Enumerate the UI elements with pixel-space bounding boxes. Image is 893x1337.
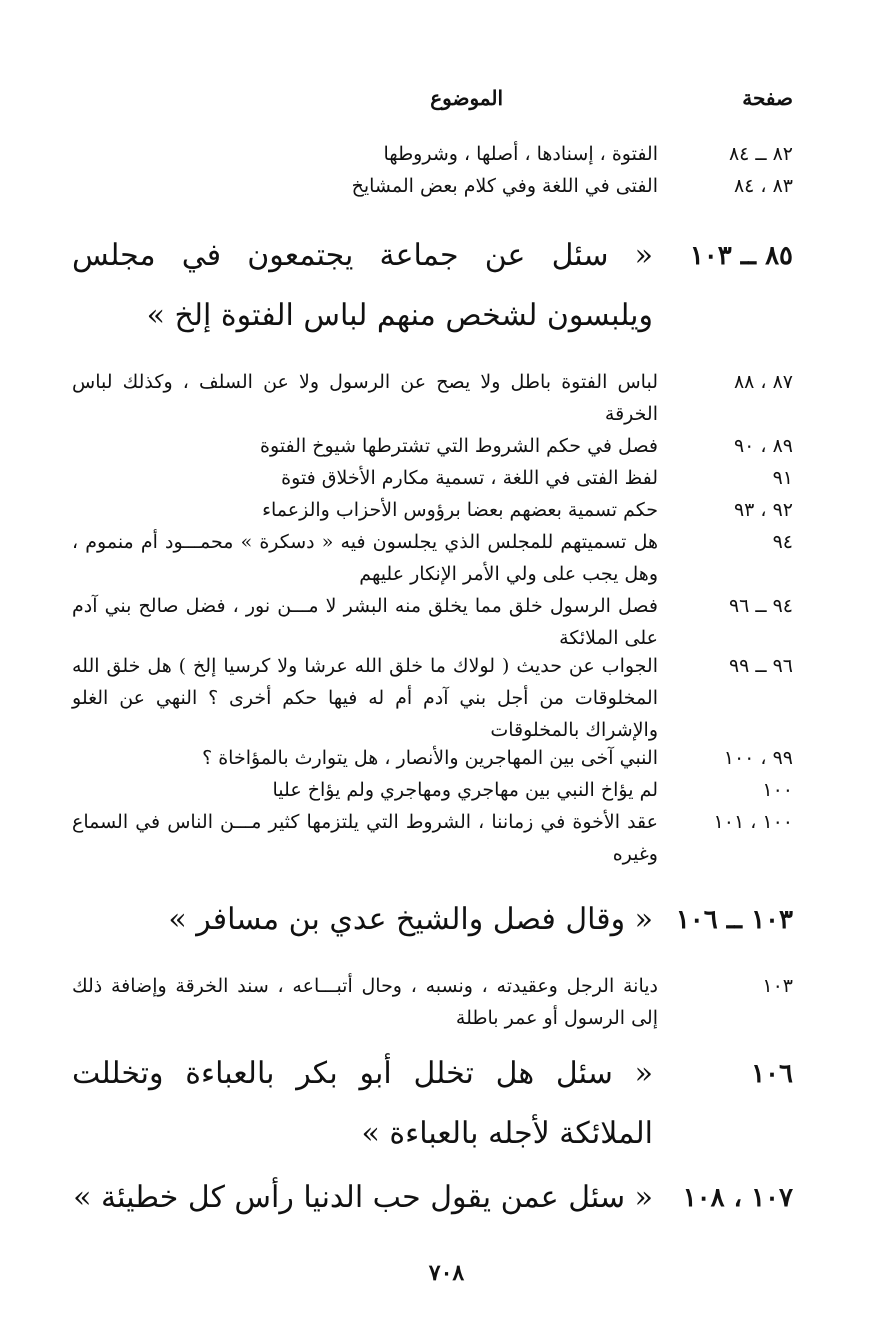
index-entry [72, 462, 793, 494]
entry-pages: ١٠٠ ، ١٠١ [713, 811, 793, 833]
entry-pages: ٩١ [772, 467, 793, 489]
entry-text: هل تسميتهم للمجلس الذي يجلسون فيه « دسكرة » محمـــود أم منموم ، وهل يجب على ولي الأمر الإنكار عليهم [72, 531, 658, 585]
entry-pages: ٨٩ ، ٩٠ [733, 435, 793, 457]
index-entry [72, 366, 793, 430]
index-entry [72, 138, 793, 170]
entry-pages: ٨٢ ــ ٨٤ [728, 143, 793, 165]
entry-text: لم يؤاخ النبي بين مهاجري ومهاجري ولم يؤاخ عليا [272, 779, 658, 801]
index-entry [72, 774, 793, 806]
index-entry-heading [72, 226, 793, 346]
page-column-header: صفحة [742, 86, 793, 110]
topic-column-header: الموضوع [430, 86, 503, 110]
entry-text: الفتوة ، إسنادها ، أصلها ، وشروطها [383, 143, 658, 165]
index-entry [72, 970, 793, 1034]
entry-text: حكم تسمية بعضهم بعضا برؤوس الأحزاب والزعماء [262, 499, 658, 521]
entry-pages: ١٠٣ [762, 975, 793, 997]
entry-text: « سئل هل تخلل أبو بكر بالعباءة وتخللت الملائكة لأجله بالعباءة » [72, 1056, 653, 1151]
entry-text: الجواب عن حديث ( لولاك ما خلق الله عرشا ولا كرسيا إلخ ) هل خلق الله المخلوقات من أجل بني آدم أم له فيها حكم أخرى ؟ النهي عن الغلو والإشراك بالمخلوقات [72, 655, 658, 741]
index-entry [72, 590, 793, 654]
entry-text: « سئل عمن يقول حب الدنيا رأس كل خطيئة » [73, 1180, 653, 1215]
index-entry [72, 494, 793, 526]
entry-pages: ٩٢ ، ٩٣ [733, 499, 793, 521]
entry-text: النبي آخى بين المهاجرين والأنصار ، هل يتوارث بالمؤاخاة ؟ [202, 747, 658, 769]
entry-text: « سئل عن جماعة يجتمعون في مجلس ويلبسون لشخص منهم لباس الفتوة إلخ » [72, 238, 653, 333]
page-number: ٧٠٨ [428, 1260, 465, 1286]
entry-pages: ٨٧ ، ٨٨ [733, 371, 793, 393]
entry-text: ديانة الرجل وعقيدته ، ونسبه ، وحال أتبـــاعه ، سند الخرقة وإضافة ذلك إلى الرسول أو عمر باطلة [72, 975, 658, 1029]
entry-pages: ٩٩ ، ١٠٠ [723, 747, 793, 769]
index-entry [72, 526, 793, 590]
index-entry [72, 742, 793, 774]
entry-pages: ٨٣ ، ٨٤ [733, 175, 793, 197]
entry-text: الفتى في اللغة وفي كلام بعض المشايخ [351, 175, 658, 197]
table-header [60, 86, 793, 116]
index-entry [72, 806, 793, 870]
entry-pages: ١٠٣ ــ ١٠٦ [675, 905, 793, 935]
index-entry-heading [72, 1168, 793, 1228]
entry-text: فصل الرسول خلق مما يخلق منه البشر لا مـــن نور ، فضل صالح بني آدم على الملائكة [72, 595, 658, 649]
entry-pages: ١٠٦ [751, 1059, 793, 1089]
index-entry-heading [72, 1044, 793, 1164]
index-entry [72, 170, 793, 202]
index-entry-heading [72, 890, 793, 950]
entry-pages: ٩٤ ــ ٩٦ [728, 595, 793, 617]
entry-text: فصل في حكم الشروط التي تشترطها شيوخ الفتوة [260, 435, 658, 457]
entry-pages: ٨٥ ــ ١٠٣ [689, 241, 793, 271]
entry-pages: ١٠٠ [762, 779, 793, 801]
entry-text: عقد الأخوة في زماننا ، الشروط التي يلتزمها كثير مـــن الناس في السماع وغيره [72, 811, 658, 865]
index-entry [72, 430, 793, 462]
entry-text: لباس الفتوة باطل ولا يصح عن الرسول ولا عن السلف ، وكذلك لباس الخرقة [72, 371, 658, 425]
entry-pages: ٩٦ ــ ٩٩ [728, 655, 793, 677]
index-entry [72, 650, 793, 746]
entry-pages: ١٠٧ ، ١٠٨ [682, 1183, 793, 1213]
entry-pages: ٩٤ [772, 531, 793, 553]
entry-text: لفظ الفتى في اللغة ، تسمية مكارم الأخلاق فتوة [281, 467, 658, 489]
entry-text: « وقال فصل والشيخ عدي بن مسافر » [168, 902, 653, 937]
